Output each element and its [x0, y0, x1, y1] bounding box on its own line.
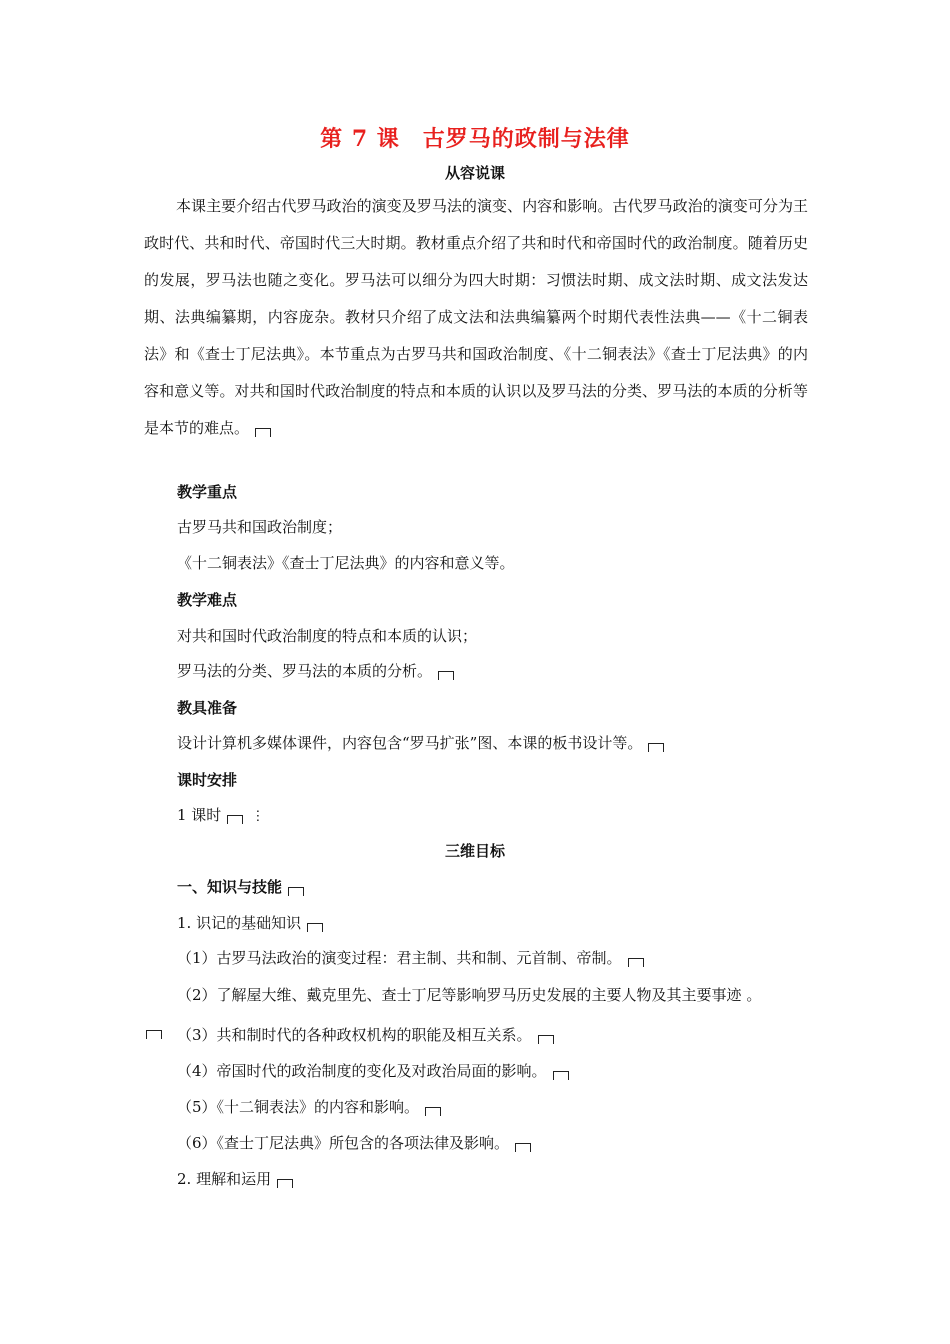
goals-item-text: （1）古罗马法政治的演变过程：君主制、共和制、元首制、帝制。 [177, 949, 622, 967]
return-mark-icon [515, 1143, 531, 1152]
focus-item: 古罗马共和国政治制度； [177, 518, 343, 536]
goals-item-text: （5）《十二铜表法》的内容和影响。 [177, 1098, 420, 1116]
return-mark-icon [628, 958, 644, 967]
intro-paragraph [144, 188, 808, 447]
return-mark-icon [146, 1030, 162, 1039]
difficulty-item: 对共和国时代政治制度的特点和本质的认识； [177, 627, 478, 645]
vertical-dots-icon: ⋮ [251, 809, 265, 824]
goals-item [177, 947, 644, 968]
goals-point-text: 2. 理解和运用 [177, 1170, 272, 1188]
return-mark-icon [288, 887, 304, 896]
intro-paragraph-text: 本课主要介绍古代罗马政治的演变及罗马法的演变、内容和影响。古代罗马政治的演变可分为王政时代、共和时代、帝国时代三大时期。教材重点介绍了共和时代和帝国时代的政治制度。随着历史的发展，罗马法也随之变化。罗马法可以细分为四大时期：习惯法时期、成文法时期、成文法发达期、法典编纂期，内容庞杂。教材只介绍了成文法和法典编纂两个时期代表性法典——《十二铜表法》和《查士丁尼法典》。本节重点为古罗马共和国政治制度、《十二铜表法》《查士丁尼法典》的内容和意义等。对共和国时代政治制度的特点和本质的认识以及罗马法的分类、罗马法的本质的分析等是本节的难点。 [144, 197, 808, 437]
section-heading-goals: 三维目标 [444, 842, 505, 860]
goals-point-text: 1. 识记的基础知识 [177, 914, 302, 932]
goals-item [177, 1024, 554, 1045]
schedule-text [177, 804, 264, 825]
goals-item [177, 1132, 531, 1153]
section-heading-lesson-talk: 从容说课 [444, 164, 505, 182]
goals-item-text: （6）《查士丁尼法典》所包含的各项法律及影响。 [177, 1134, 510, 1152]
difficulty-item-text: 罗马法的分类、罗马法的本质的分析。 [177, 662, 433, 680]
return-mark-icon [425, 1107, 441, 1116]
return-mark-icon [648, 743, 664, 752]
tools-text-content: 设计计算机多媒体课件，内容包含“罗马扩张”图、本课的板书设计等。 [177, 734, 643, 752]
goals-item [177, 1096, 441, 1117]
goals-item [177, 1060, 569, 1081]
return-mark-icon [227, 815, 243, 824]
return-mark-icon [538, 1035, 554, 1044]
goals-item: （2）了解屋大维、戴克里先、查士丁尼等影响罗马历史发展的主要人物及其主要事迹 。 [177, 986, 762, 1004]
goals-sub-heading-text: 一、知识与技能 [177, 878, 283, 896]
goals-point [177, 912, 323, 933]
return-mark-icon [553, 1071, 569, 1080]
heading-teaching-focus: 教学重点 [177, 483, 238, 501]
return-mark-icon [277, 1179, 293, 1188]
heading-teaching-difficulty: 教学难点 [177, 591, 238, 609]
return-mark-icon [438, 671, 454, 680]
heading-teaching-tools: 教具准备 [177, 699, 238, 717]
goals-sub-heading [177, 876, 304, 897]
return-mark-icon [307, 923, 323, 932]
return-mark-icon [255, 428, 271, 437]
heading-schedule: 课时安排 [177, 771, 238, 789]
goals-point [177, 1168, 293, 1189]
focus-item: 《十二铜表法》《查士丁尼法典》的内容和意义等。 [177, 554, 515, 572]
tools-text [177, 732, 664, 753]
difficulty-item [177, 660, 454, 681]
goals-item-text: （4）帝国时代的政治制度的变化及对政治局面的影响。 [177, 1062, 547, 1080]
goals-item-text: （3）共和制时代的各种政权机构的职能及相互关系。 [177, 1026, 532, 1044]
page-title: 第 7 课 古罗马的政制与法律 [320, 126, 630, 152]
schedule-text-content: 1 课时 [177, 806, 222, 824]
